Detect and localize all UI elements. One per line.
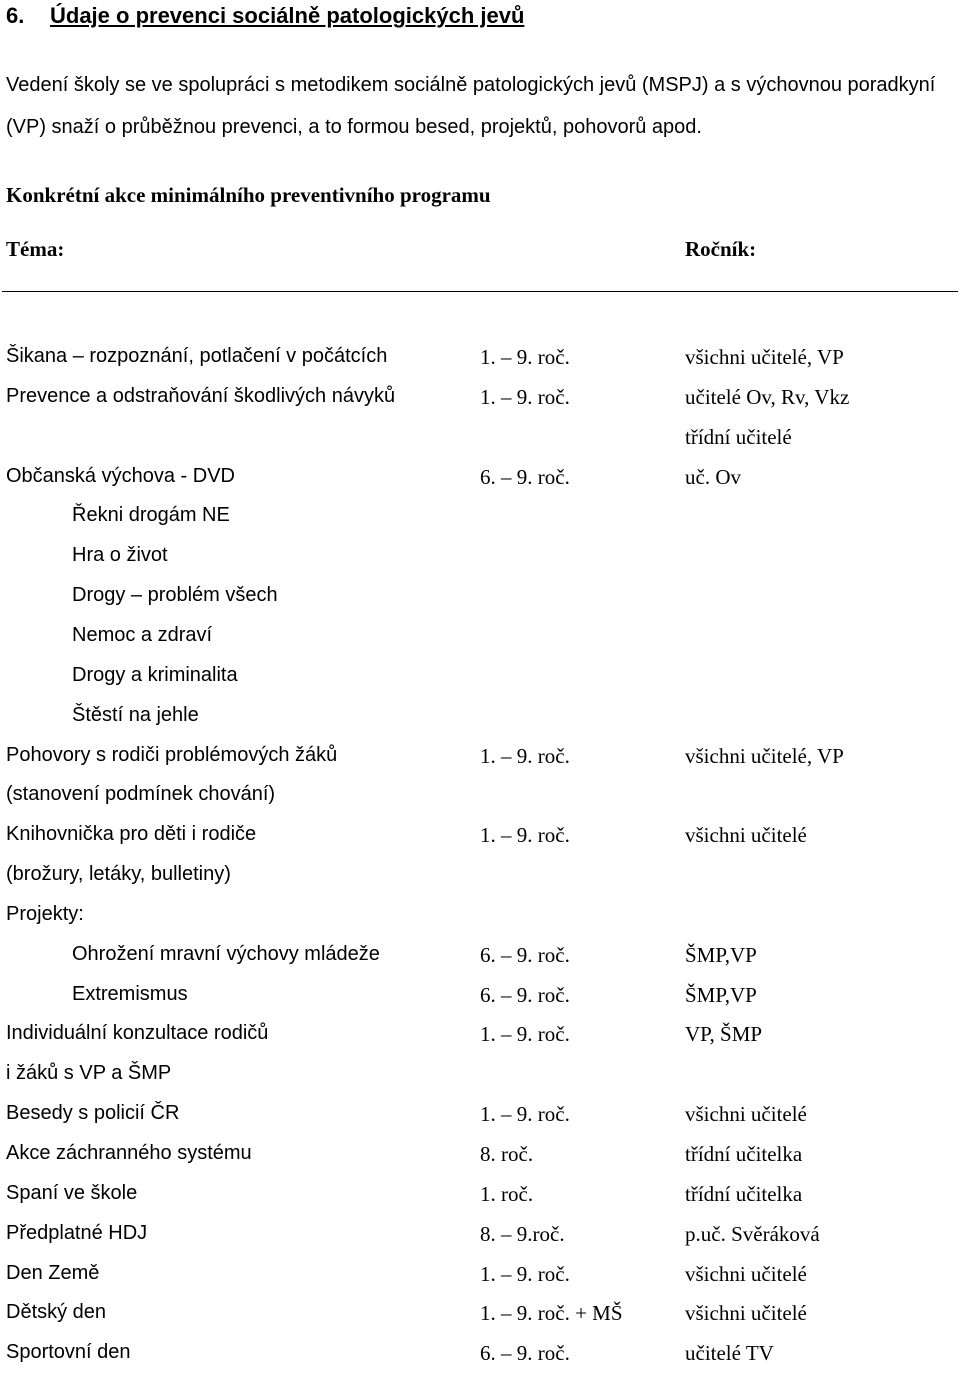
table-row [0,823,960,859]
table-row [0,1102,960,1138]
table-row [0,903,960,939]
header-divider [2,291,958,292]
row-grade: 1. – 9. roč. + MŠ [480,1301,623,1326]
table-row [0,1301,960,1337]
table-row [0,1142,960,1178]
table-row [0,504,960,540]
row-topic: Knihovnička pro děti i rodiče [6,823,257,846]
row-topic: Občanská výchova - DVD [6,464,235,487]
row-responsible: všichni učitelé, VP [685,345,844,369]
row-grade: 1. – 9. roč. [480,1261,570,1286]
row-grade: 6. – 9. roč. [480,464,570,489]
row-topic: Nemoc a zdraví [72,623,213,646]
row-topic: Hra o život [72,544,168,567]
row-topic: Šikana – rozpoznání, potlačení v počátcích [6,345,388,367]
row-grade: 6. – 9. roč. [480,942,570,967]
table-row [0,1262,960,1298]
row-grade: 8. – 9.roč. [480,1221,565,1246]
table-row [0,744,960,780]
row-topic: Extremismus [72,982,188,1005]
row-responsible: všichni učitelé [685,1261,807,1286]
intro-paragraph: Vedení školy se ve spolupráci s metodikem sociálně patologických jevů (MSPJ) a s výchovnou poradkyní (VP) snaží o průběžnou prevenci, a to formou besed, projektů, pohovorů apod. [6,74,936,138]
table-row [0,1222,960,1258]
row-responsible: VP, ŠMP [685,1022,763,1047]
row-topic: Projekty: [6,902,84,925]
program-subheading: Konkrétní akce minimálního preventivního programu [6,183,491,207]
row-topic: Den Země [6,1261,100,1284]
row-topic: Drogy – problém všech [72,584,278,607]
table-row [0,943,960,979]
row-topic: Sportovní den [6,1341,131,1364]
table-row [0,624,960,660]
table-row [0,584,960,620]
row-topic: (brožury, letáky, bulletiny) [6,863,231,886]
row-responsible: všichni učitelé [685,1102,807,1127]
row-grade: 6. – 9. roč. [480,982,570,1007]
row-topic: Řekni drogám NE [72,504,230,527]
table-row [0,425,960,461]
row-topic: Dětský den [6,1301,107,1324]
row-topic: Drogy a kriminalita [72,663,238,686]
table-row [0,465,960,501]
row-grade: 1. – 9. roč. [480,823,570,848]
row-responsible: ŠMP,VP [685,982,757,1007]
row-topic: Ohrožení mravní výchovy mládeže [72,942,380,965]
row-grade: 1. – 9. roč. [480,345,570,369]
row-responsible: třídní učitelé [685,424,792,449]
table-row [0,664,960,700]
table-row [0,983,960,1019]
row-responsible: uč. Ov [685,464,741,489]
table-row [0,385,960,421]
row-topic: Spaní ve škole [6,1181,138,1204]
row-responsible: všichni učitelé, VP [685,743,844,768]
row-topic: Štěstí na jehle [72,703,199,726]
row-grade: 1. roč. [480,1181,534,1206]
row-grade: 1. – 9. roč. [480,1022,570,1047]
column-header-topic: Téma: [6,237,65,261]
table-row [0,704,960,740]
table-row [0,863,960,899]
row-topic: Prevence a odstraňování škodlivých návyků [6,384,396,407]
row-responsible: všichni učitelé [685,823,807,848]
table-row [0,345,960,381]
row-responsible: p.uč. Svěráková [685,1221,820,1246]
table-row [0,1182,960,1218]
table-row [0,783,960,819]
row-grade: 1. – 9. roč. [480,1102,570,1127]
row-responsible: učitelé Ov, Rv, Vkz [685,384,850,409]
row-topic: Pohovory s rodiči problémových žáků [6,743,338,766]
row-responsible: třídní učitelka [685,1181,803,1206]
row-responsible: učitelé TV [685,1341,774,1366]
table-row [0,1022,960,1058]
row-topic: Předplatné HDJ [6,1221,148,1244]
table-row [0,1341,960,1377]
table-row [0,1062,960,1098]
row-responsible: ŠMP,VP [685,942,757,967]
row-topic: Besedy s policií ČR [6,1102,180,1125]
row-topic: i žáků s VP a ŠMP [6,1062,172,1085]
row-grade: 1. – 9. roč. [480,384,570,409]
section-title: Údaje o prevenci sociálně patologických jevů [50,3,525,28]
row-responsible: všichni učitelé [685,1301,807,1326]
row-topic: (stanovení podmínek chování) [6,783,276,806]
section-heading [6,3,524,29]
row-responsible: třídní učitelka [685,1142,803,1166]
row-grade: 8. roč. [480,1142,534,1166]
table-row [0,544,960,580]
section-number: 6. [6,3,25,28]
row-topic: Akce záchranného systému [6,1142,252,1164]
column-header-grade: Ročník: [685,237,757,261]
row-grade: 6. – 9. roč. [480,1341,570,1366]
row-topic: Individuální konzultace rodičů [6,1022,269,1045]
row-grade: 1. – 9. roč. [480,743,570,768]
